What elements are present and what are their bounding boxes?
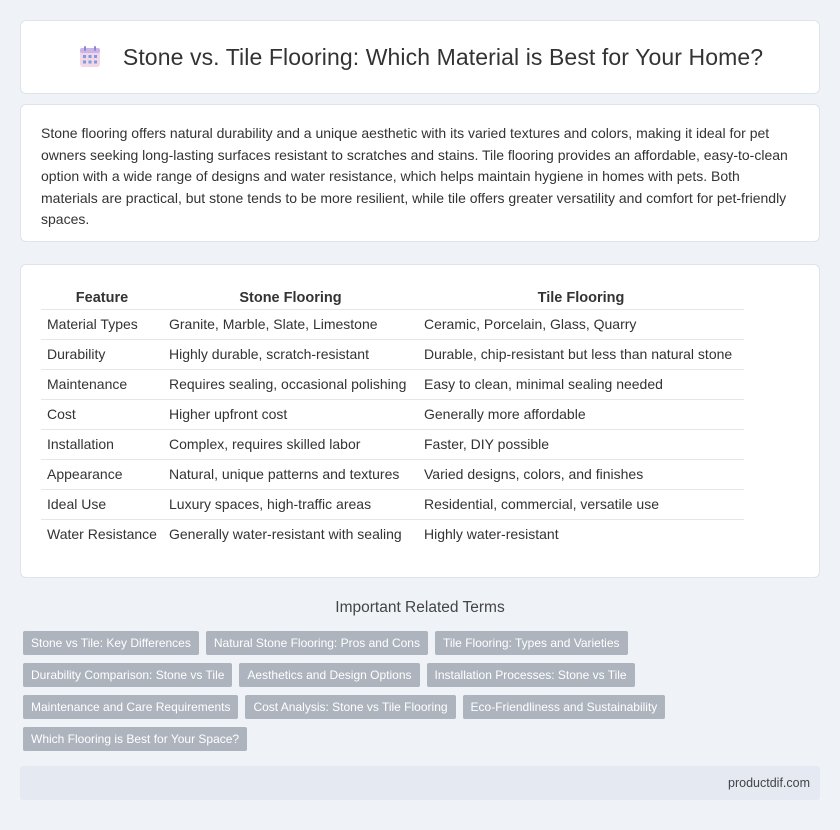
table-cell: Appearance xyxy=(41,460,163,490)
table-row xyxy=(41,400,744,430)
column-header-tile: Tile Flooring xyxy=(537,290,625,306)
comparison-table-card xyxy=(20,264,820,578)
related-term-tag[interactable]: Installation Processes: Stone vs Tile xyxy=(427,663,635,687)
page-footer xyxy=(20,766,820,800)
related-term-tag[interactable]: Aesthetics and Design Options xyxy=(239,663,419,687)
table-cell: Maintenance xyxy=(41,370,163,400)
table-cell: Requires sealing, occasional polishing xyxy=(163,370,418,400)
table-cell: Faster, DIY possible xyxy=(418,430,744,460)
table-cell: Residential, commercial, versatile use xyxy=(418,490,744,520)
table-cell: Durable, chip-resistant but less than natural stone xyxy=(418,340,744,370)
table-cell: Granite, Marble, Slate, Limestone xyxy=(163,310,418,340)
table-cell: Varied designs, colors, and finishes xyxy=(418,460,744,490)
calendar-grid-icon xyxy=(77,44,103,70)
table-cell: Highly water-resistant xyxy=(418,520,744,550)
table-cell: Higher upfront cost xyxy=(163,400,418,430)
table-cell: Generally more affordable xyxy=(418,400,744,430)
related-term-tag[interactable]: Maintenance and Care Requirements xyxy=(23,695,238,719)
related-term-tag[interactable]: Eco-Friendliness and Sustainability xyxy=(463,695,666,719)
table-header-row xyxy=(41,285,744,310)
table-cell: Cost xyxy=(41,400,163,430)
table-cell: Luxury spaces, high-traffic areas xyxy=(163,490,418,520)
table-row xyxy=(41,490,744,520)
table-cell: Highly durable, scratch-resistant xyxy=(163,340,418,370)
table-row xyxy=(41,310,744,340)
table-cell: Durability xyxy=(41,340,163,370)
related-terms-title: Important Related Terms xyxy=(335,599,505,616)
table-cell: Ideal Use xyxy=(41,490,163,520)
related-terms-tags xyxy=(23,631,823,759)
table-row xyxy=(41,370,744,400)
table-cell: Water Resistance xyxy=(41,520,163,550)
intro-card xyxy=(20,104,820,242)
related-term-tag[interactable]: Durability Comparison: Stone vs Tile xyxy=(23,663,232,687)
table-cell: Natural, unique patterns and textures xyxy=(163,460,418,490)
footer-site-link[interactable]: productdif.com xyxy=(728,776,810,790)
related-term-tag[interactable]: Tile Flooring: Types and Varieties xyxy=(435,631,628,655)
related-term-tag[interactable]: Stone vs Tile: Key Differences xyxy=(23,631,199,655)
column-header-stone: Stone Flooring xyxy=(239,290,342,306)
comparison-table xyxy=(41,285,744,549)
table-cell: Material Types xyxy=(41,310,163,340)
intro-text: Stone flooring offers natural durability and a unique aesthetic with its varied textures and colors, making it ideal for pet owners seeking long-lasting surfaces resistant to scratches and stains. Tile flooring provides an affordable, easy-to-clean option with a wide range of designs and water resistance, which helps maintain hygiene in homes with pets. Both materials are practical, but stone tends to be more resilient, while tile offers greater versatility and comfort for pet-friendly spaces. xyxy=(41,125,788,227)
table-cell: Complex, requires skilled labor xyxy=(163,430,418,460)
table-cell: Generally water-resistant with sealing xyxy=(163,520,418,550)
page-header xyxy=(20,20,820,94)
table-cell: Ceramic, Porcelain, Glass, Quarry xyxy=(418,310,744,340)
related-term-tag[interactable]: Which Flooring is Best for Your Space? xyxy=(23,727,247,751)
related-term-tag[interactable]: Cost Analysis: Stone vs Tile Flooring xyxy=(245,695,455,719)
table-row xyxy=(41,520,744,550)
table-row xyxy=(41,430,744,460)
page-title: Stone vs. Tile Flooring: Which Material is Best for Your Home? xyxy=(122,43,764,70)
column-header-feature: Feature xyxy=(75,290,129,306)
related-term-tag[interactable]: Natural Stone Flooring: Pros and Cons xyxy=(206,631,428,655)
table-row xyxy=(41,460,744,490)
table-row xyxy=(41,340,744,370)
table-cell: Installation xyxy=(41,430,163,460)
table-cell: Easy to clean, minimal sealing needed xyxy=(418,370,744,400)
